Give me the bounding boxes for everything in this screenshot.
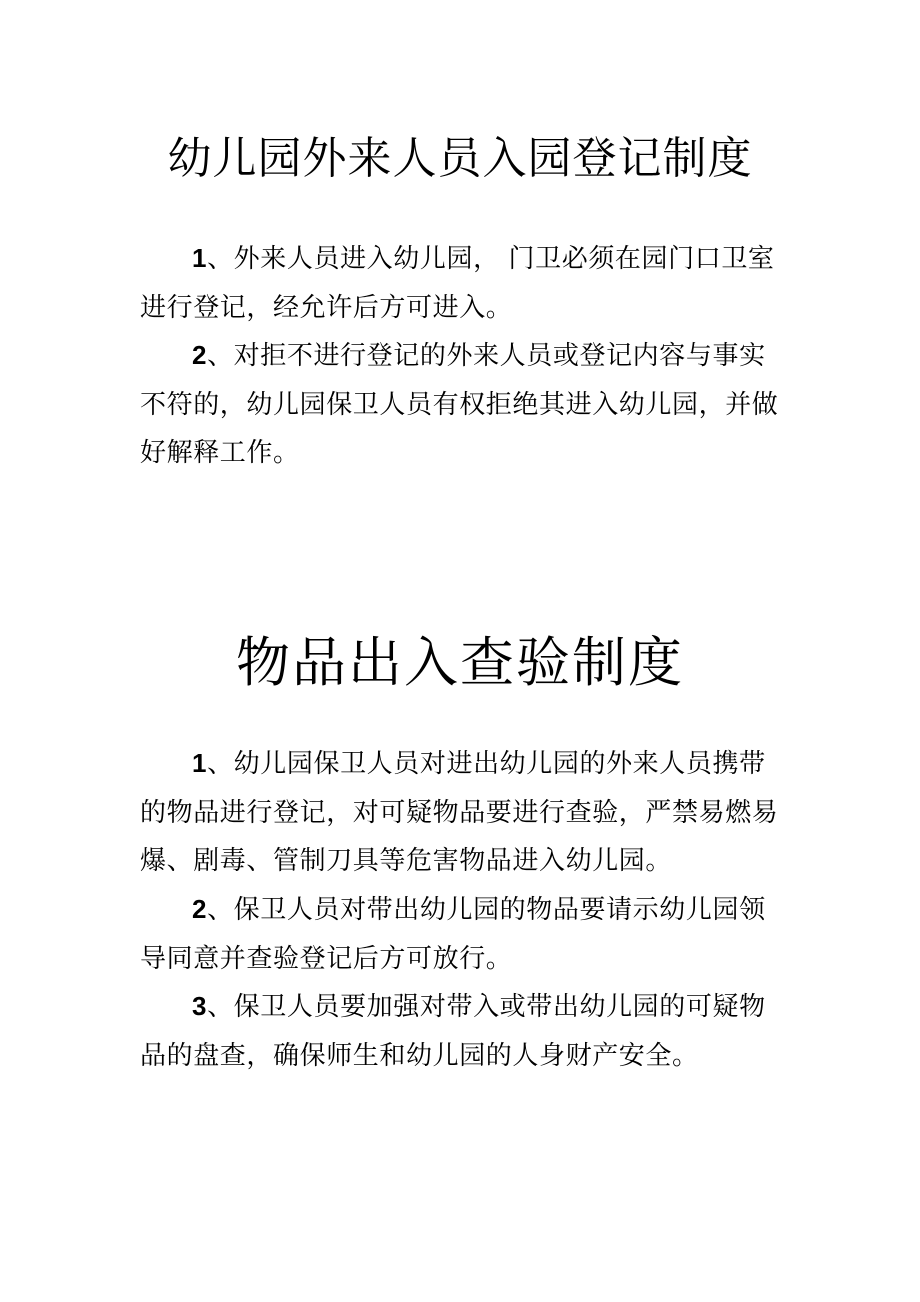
item-text: 、保卫人员对带出幼儿园的物品要请示幼儿园领导同意并查验登记后方可放行。 xyxy=(140,895,766,974)
item-number: 3 xyxy=(192,991,208,1021)
section1-title: 幼儿园外来人员入园登记制度 xyxy=(167,133,753,184)
item-number: 1 xyxy=(192,748,208,778)
item-text: 、保卫人员要加强对带入或带出幼儿园的可疑物品的盘查，确保师生和幼儿园的人身财产安全。 xyxy=(140,992,766,1071)
section2-item-3 xyxy=(140,982,785,1080)
item-number: 1 xyxy=(192,243,208,273)
item-text: 、对拒不进行登记的外来人员或登记内容与事实不符的，幼儿园保卫人员有权拒绝其进入幼儿园，并做好解释工作。 xyxy=(140,341,779,468)
section2-item-1 xyxy=(140,739,785,886)
section2-item-2 xyxy=(140,885,785,983)
item-number: 2 xyxy=(192,894,208,924)
section1-item-2 xyxy=(140,331,785,478)
item-text: 、幼儿园保卫人员对进出幼儿园的外来人员携带的物品进行登记，对可疑物品要进行查验，严禁易燃易爆、剧毒、管制刀具等危害物品进入幼儿园。 xyxy=(140,749,779,876)
item-text: 、外来人员进入幼儿园， 门卫必须在园门口卫室进行登记，经允许后方可进入。 xyxy=(140,244,775,323)
section1-item-1 xyxy=(140,234,785,332)
section2-title: 物品出入查验制度 xyxy=(236,631,684,694)
item-number: 2 xyxy=(192,340,208,370)
